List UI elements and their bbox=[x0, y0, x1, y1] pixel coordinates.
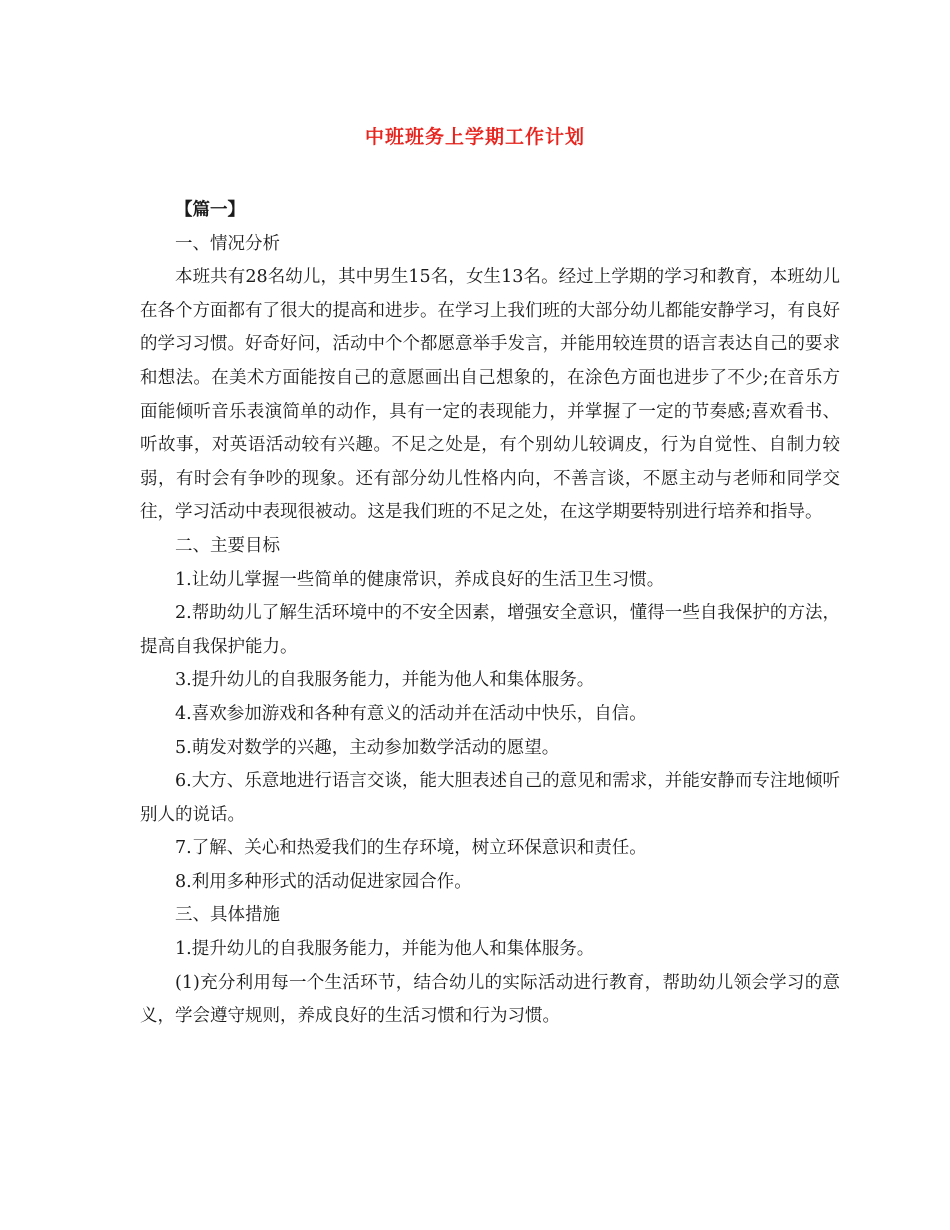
goal-item: 8.利用多种形式的活动促进家园合作。 bbox=[175, 871, 472, 892]
paragraph-situation: 本班共有28名幼儿，其中男生15名，女生13名。经过上学期的学习和教育，本班幼儿在各个方面都有了很大的提高和进步。在学习上我们班的大部分幼儿都能安静学习，有良好的学习习惯。好奇好问，活动中个个都愿意举手发言，并能用较连贯的语言表达自己的要求和想法。在美术方面能按自己的意愿画出自己想象的，在涂色方面也进步了不少;在音乐方面能倾听音乐表演简单的动作，具有一定的表现能力，并掌握了一定的节奏感;喜欢看书、听故事，对英语活动较有兴趣。不足之处是，有个别幼儿较调皮，行为自觉性、自制力较弱，有时会有争吵的现象。还有部分幼儿性格内向，不善言谈，不愿主动与老师和同学交往，学习活动中表现很被动。这是我们班的不足之处，在这学期要特别进行培养和指导。 bbox=[140, 267, 840, 523]
measure-subitem: (1)充分利用每一个生活环节，结合幼儿的实际活动进行教育，帮助幼儿领会学习的意义，学会遵守规则，养成良好的生活习惯和行为习惯。 bbox=[140, 972, 840, 1027]
goal-item: 5.萌发对数学的兴趣，主动参加数学活动的愿望。 bbox=[175, 737, 560, 758]
document-body bbox=[140, 194, 840, 1034]
goal-item: 1.让幼儿掌握一些简单的健康常识，养成良好的生活卫生习惯。 bbox=[175, 569, 665, 590]
goal-item: 3.提升幼儿的自我服务能力，并能为他人和集体服务。 bbox=[175, 670, 595, 691]
section-heading-situation: 一、情况分析 bbox=[175, 233, 280, 254]
goal-item: 4.喜欢参加游戏和各种有意义的活动并在活动中快乐，自信。 bbox=[175, 703, 647, 724]
goal-item: 7.了解、关心和热爱我们的生存环境，树立环保意识和责任。 bbox=[175, 838, 647, 859]
section-heading-measures: 三、具体措施 bbox=[175, 905, 280, 926]
goal-item: 6.大方、乐意地进行语言交谈，能大胆表述自己的意见和需求，并能安静而专注地倾听别人的说话。 bbox=[140, 771, 840, 825]
section-heading-goals: 二、主要目标 bbox=[175, 535, 280, 556]
section-tag: 【篇一】 bbox=[175, 200, 245, 220]
goal-item: 2.帮助幼儿了解生活环境中的不安全因素，增强安全意识，懂得一些自我保护的方法，提高自我保护能力。 bbox=[140, 603, 840, 657]
document-title: 中班班务上学期工作计划 bbox=[364, 126, 585, 148]
measure-item: 1.提升幼儿的自我服务能力，并能为他人和集体服务。 bbox=[175, 939, 595, 960]
